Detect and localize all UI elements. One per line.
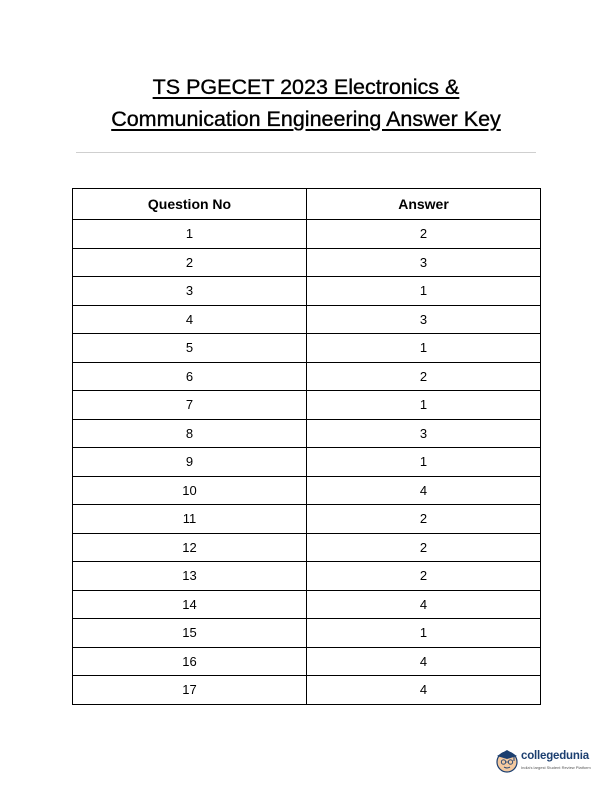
answer-cell: 2 [307,562,541,591]
table-row [73,334,541,363]
answer-key-table [72,188,541,705]
table-row [73,590,541,619]
page-title [0,71,612,135]
answer-cell: 2 [307,362,541,391]
question-number-cell: 3 [73,277,307,306]
answer-cell: 3 [307,419,541,448]
table-row [73,676,541,705]
answer-cell: 1 [307,391,541,420]
header-answer: Answer [307,189,541,220]
table-row [73,476,541,505]
question-number-cell: 16 [73,647,307,676]
table-body [73,220,541,705]
divider [76,152,536,153]
answer-cell: 4 [307,676,541,705]
logo-name: collegedunia [521,750,589,762]
table-row [73,619,541,648]
answer-cell: 1 [307,448,541,477]
table-row [73,419,541,448]
title-line-2: Communication Engineering Answer Key [111,107,501,131]
student-mascot-icon [494,746,522,774]
table-row [73,277,541,306]
table-row [73,305,541,334]
answer-cell: 3 [307,248,541,277]
answer-cell: 1 [307,277,541,306]
collegedunia-logo [494,744,598,778]
title-line-1: TS PGECET 2023 Electronics & [152,75,460,99]
question-number-cell: 6 [73,362,307,391]
answer-cell: 2 [307,505,541,534]
answer-cell: 4 [307,476,541,505]
answer-cell: 4 [307,647,541,676]
question-number-cell: 14 [73,590,307,619]
answer-cell: 3 [307,305,541,334]
answer-cell: 2 [307,533,541,562]
question-number-cell: 7 [73,391,307,420]
answer-cell: 1 [307,334,541,363]
table-row [73,391,541,420]
question-number-cell: 2 [73,248,307,277]
table-header-row [73,189,541,220]
question-number-cell: 12 [73,533,307,562]
question-number-cell: 11 [73,505,307,534]
question-number-cell: 1 [73,220,307,249]
answer-cell: 4 [307,590,541,619]
question-number-cell: 5 [73,334,307,363]
table-row [73,533,541,562]
logo-tagline: India's largest Student Review Platform [521,765,591,770]
table-row [73,647,541,676]
question-number-cell: 10 [73,476,307,505]
question-number-cell: 9 [73,448,307,477]
table-row [73,362,541,391]
question-number-cell: 4 [73,305,307,334]
table-row [73,448,541,477]
header-question-no: Question No [73,189,307,220]
table-row [73,248,541,277]
question-number-cell: 15 [73,619,307,648]
question-number-cell: 17 [73,676,307,705]
table-row [73,505,541,534]
question-number-cell: 8 [73,419,307,448]
table-row [73,562,541,591]
answer-cell: 1 [307,619,541,648]
table-row [73,220,541,249]
question-number-cell: 13 [73,562,307,591]
answer-cell: 2 [307,220,541,249]
